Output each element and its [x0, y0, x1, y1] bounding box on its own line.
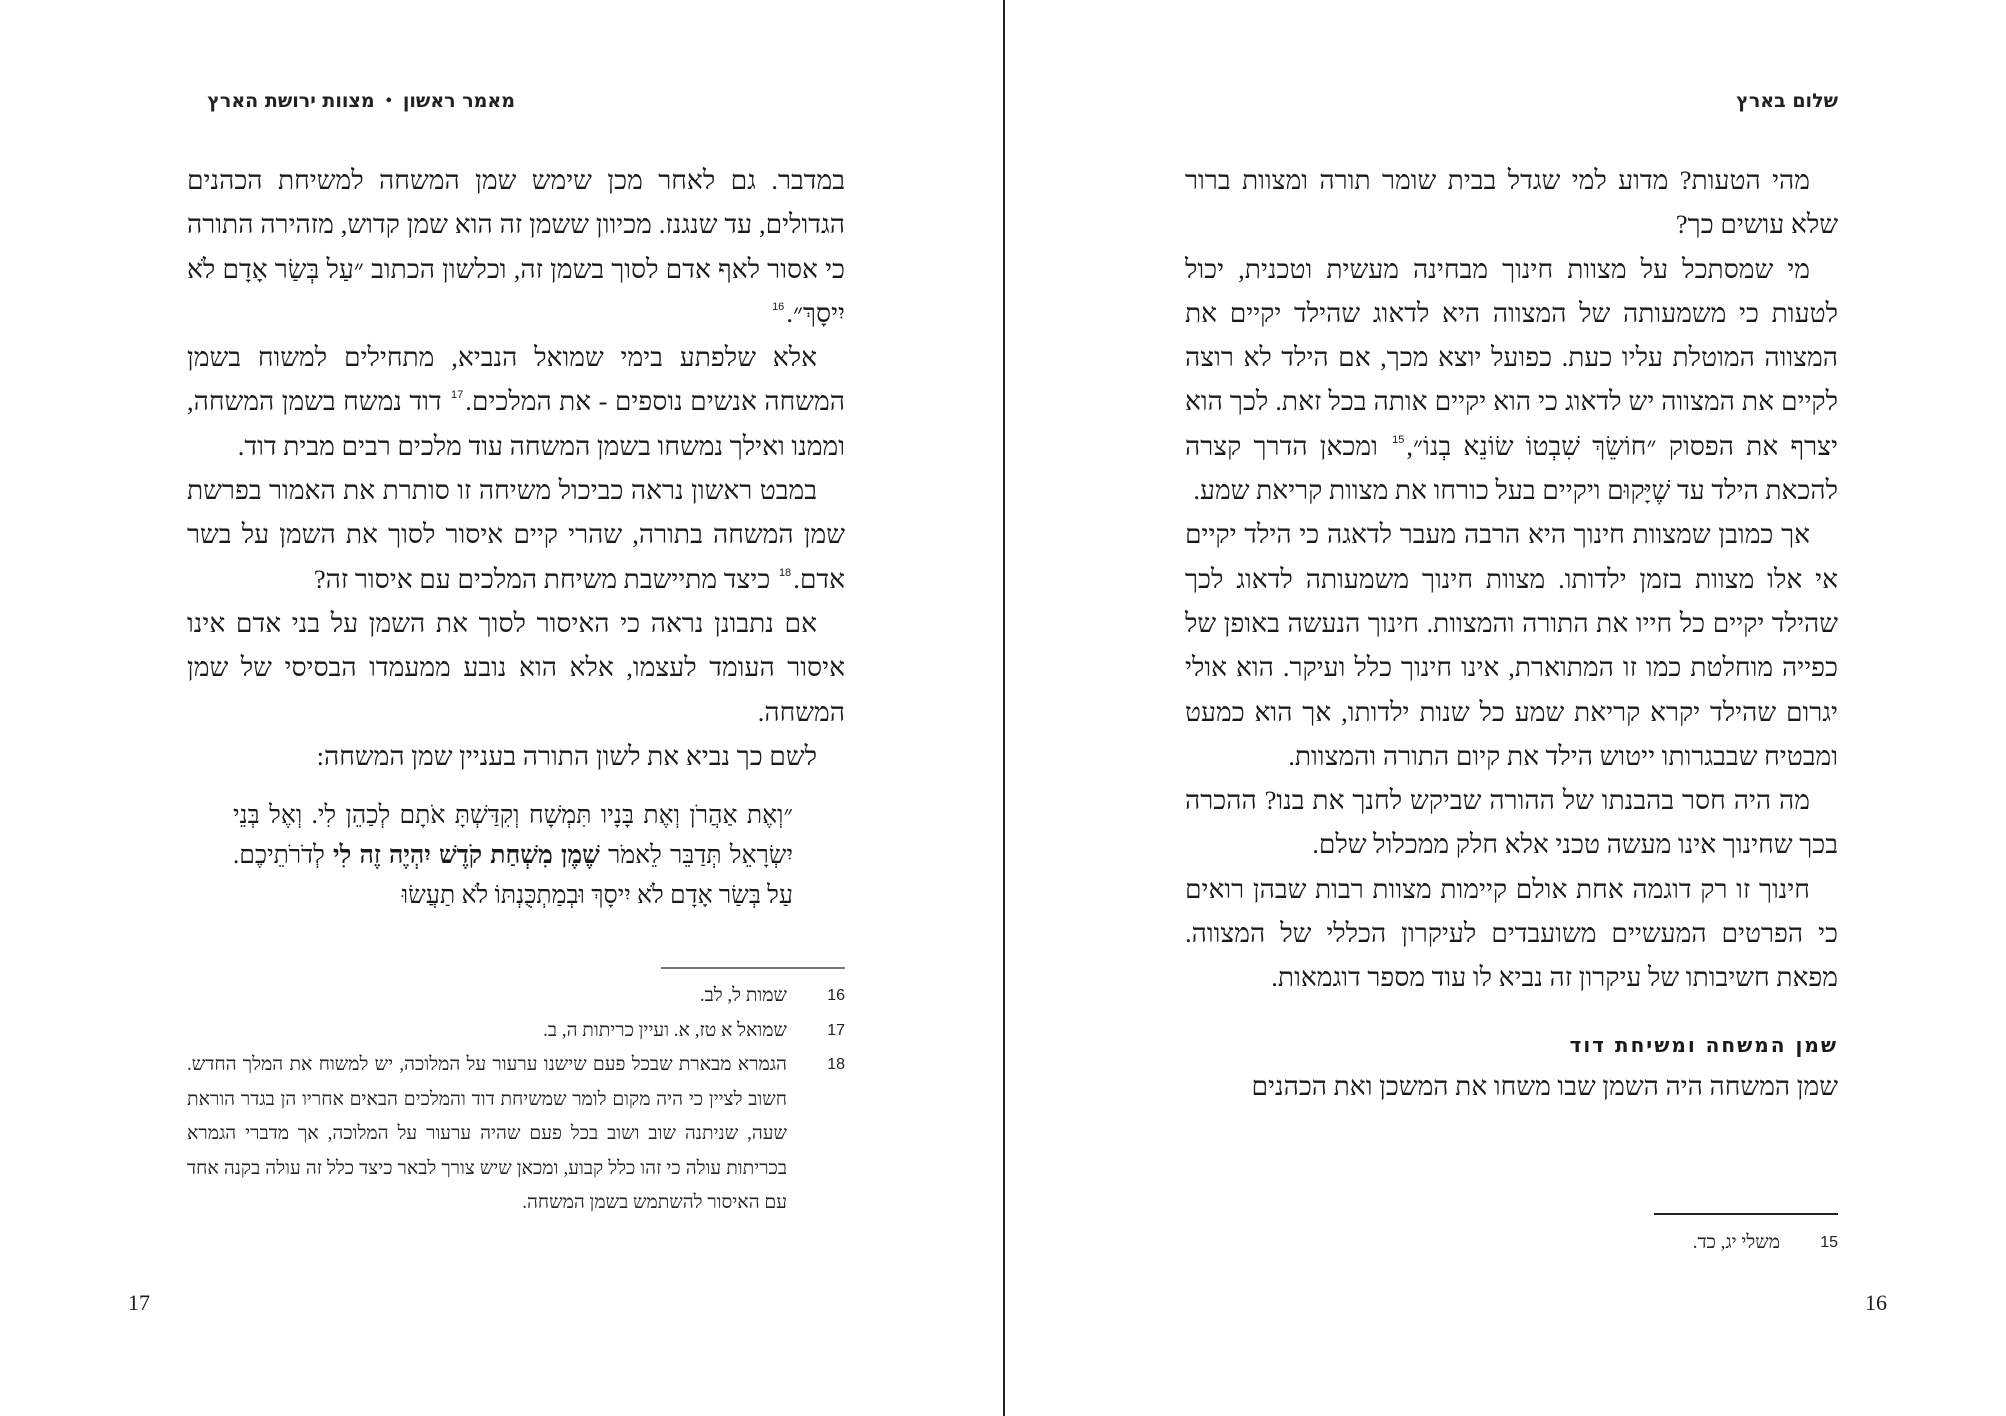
scripture-quote: ״וְאֶת אַהֲרֹן וְאֶת בָּנָיו תִּמְשָׁח וְקִדַּשְׁתָּ אֹתָם לְכַהֵן לִי. וְאֶל בְּנֵי יִשְׂרָאֵל תְּדַבֵּר לֵאמֹר שֶׁמֶן מִשְׁחַת קֹדֶשׁ יִהְיֶה זֶה לִי לְדֹרֹתֵיכֶם. עַל בְּשַׂר אָדָם לֹא יִיסָךְ וּבְמַתְכֻּנְתּוֹ לֹא תַעֲשׂוּ — [233, 802, 794, 910]
paragraph: מה היה חסר בהבנתו של ההורה שביקש לחנך את בנו? ההכרה בכך שחינוך אינו מעשה טכני אלא חלק ממכלול שלם. — [1185, 785, 1838, 860]
footnote-divider — [661, 967, 845, 969]
footnotes — [187, 979, 845, 1221]
paragraph: מי שמסתכל על מצוות חינוך מבחינה מעשית וטכנית, יכול לטעות כי משמעותה של המצווה היא לדאוג שהילד יקיים את המצווה המוטלת עליו כעת. כפועל יוצא מכך, אם הילד לא רוצה לקיים את המצווה יש לדאוג כי הוא יקיים אותה בכל זאת. לכך הוא יצרף את הפסוק ״חוֹשֵׂךְ שִׁבְטוֹ שׂוֹנֵא בְנוֹ״,$^{15}$ ומכאן הדרך קצרה להכאת הילד עד שֶׁיָּקוּם ויקיים בעל כורחו את מצוות קריאת שמע. — [1185, 253, 1839, 506]
footnote — [1438, 1226, 1838, 1261]
paragraph: חינוך זו רק דוגמה אחת אולם קיימות מצוות רבות שבהן רואים כי הפרטים המעשיים משועבדים לעיקרון הכללי של המצווה. מפאת חשיבותו של עיקרון זה נביא לו עוד מספר דוגמאות. — [1185, 873, 1838, 993]
running-head-title: מצוות ירושת הארץ — [207, 90, 375, 112]
footnote-number: 17 — [827, 1021, 845, 1039]
paragraph: שמן המשחה היה השמן שבו משחו את המשכן ואת הכהנים — [1251, 1070, 1838, 1101]
body-text — [187, 158, 845, 916]
page-number: 16 — [1865, 1290, 1887, 1315]
paragraph: במבט ראשון נראה כביכול משיחה זו סותרת את האמור בפרשת שמן המשחה בתורה, שהרי קיים איסור לסוך את השמן על בשר אדם.$^{18}$ כיצד מתיישבת משיחת המלכים עם איסור זה? — [187, 475, 845, 594]
section-heading: שמן המשחה ומשיחת דוד — [1569, 1032, 1838, 1057]
quote-emphasis: שֶׁמֶן מִשְׁחַת קֹדֶשׁ יִהְיֶה זֶה לִי — [333, 842, 600, 870]
paragraph: מהי הטעות? מדוע למי שגדל בבית שומר תורה ומצוות ברור שלא עושים כך? — [1185, 165, 1838, 240]
footnote-number: 15 — [1820, 1234, 1838, 1251]
footnote-text: שמואל א טז, א. ועיין כריתות ה, ב. — [543, 1019, 787, 1041]
footnotes — [1438, 1226, 1838, 1261]
footnote-ref[interactable]: 18 — [778, 566, 792, 579]
right-page — [1005, 0, 2006, 1416]
footnote — [187, 1014, 845, 1049]
paragraph: אלא שלפתע בימי שמואל הנביא, מתחילים למשוח בשמן המשחה אנשים נוספים - את המלכים.$^{17}$ דוד נמשח בשמן המשחה, וממנו ואילך נמשחו בשמן המשחה עוד מלכים רבים מבית דוד. — [187, 342, 846, 461]
footnote — [187, 979, 845, 1014]
running-head-part: מאמר ראשון — [402, 90, 515, 112]
footnote-number: 16 — [827, 987, 845, 1004]
body-text — [1185, 158, 1838, 1108]
footnote-ref[interactable]: 17 — [451, 389, 464, 402]
running-head — [207, 90, 515, 112]
running-head-title: שלום בארץ — [1736, 90, 1838, 112]
running-head — [1736, 90, 1838, 112]
footnote-text: שמות ל, לב. — [699, 985, 787, 1006]
footnote-text: משלי יג, כד. — [1692, 1232, 1780, 1253]
page-number: 17 — [128, 1290, 150, 1315]
bullet-separator-icon: • — [384, 94, 393, 109]
paragraph: במדבר. גם לאחר מכן שימש שמן המשחה למשיחת הכהנים הגדולים, עד שנגנז. מכיוון ששמן זה הוא שמן קדוש, מזהירה התורה כי אסור לאף אדם לסוך בשמן זה, וכלשון הכתוב ״עַל בְּשַׂר אָדָם לֹא יִיסָךְ״.$^{16}$ — [187, 165, 845, 328]
paragraph: אם נתבונן נראה כי האיסור לסוך את השמן על בני אדם אינו איסור העומד לעצמו, אלא הוא נובע ממעמדו הבסיסי של שמן המשחה. — [187, 607, 845, 727]
paragraph: לשם כך נביא את לשון התורה בעניין שמן המשחה: — [316, 740, 817, 771]
paragraph: אך כמובן שמצוות חינוך היא הרבה מעבר לדאגה כי הילד יקיים אי אלו מצוות בזמן ילדותו. מצוות חינוך משמעותה לדאוג לכך שהילד יקיים כל חייו את התורה והמצוות. חינוך הנעשה באופן של כפייה מוחלטת כמו זו המתוארת, אינו חינוך כלל ועיקר. הוא אולי יגרום שהילד יקרא קריאת שמע כל שנות ילדותו, אך הוא כמעט ומבטיח שבבגרותו ייטוש הילד את קיום התורה והמצוות. — [1185, 519, 1838, 771]
footnote-number: 18 — [827, 1056, 845, 1073]
footnote — [187, 1048, 845, 1221]
footnote-ref[interactable]: 16 — [772, 300, 785, 313]
footnote-ref[interactable]: 15 — [1392, 433, 1405, 446]
footnote-text: הגמרא מבארת שבכל פעם שישנו ערעור על המלוכה, יש למשוח את המלך החדש. חשוב לציין כי היה מקום לומר שמשיחת דוד והמלכים הבאים אחריו הן בגדר הוראת שעה, שניתנה שוב ושוב בכל פעם שהיה ערעור על המלוכה, אך מדברי הגמרא בכריתות עולה כי זהו כלל קבוע, ומכאן שיש צורך לבאר כיצד כלל זה עולה בקנה אחד עם האיסור להשתמש בשמן המשחה. — [187, 1054, 787, 1213]
footnote-divider — [1654, 1213, 1838, 1215]
